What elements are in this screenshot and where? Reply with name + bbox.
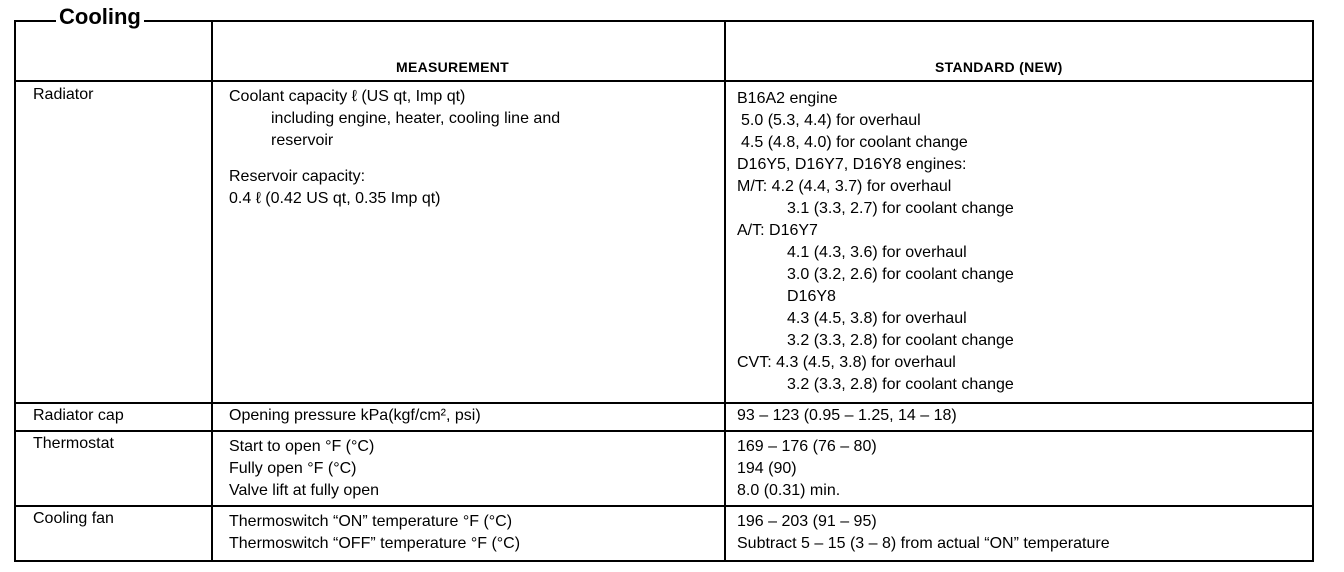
item-cooling-fan: Cooling fan <box>33 510 114 527</box>
radiator-measurement <box>229 86 560 210</box>
thermostat-measurement <box>229 436 379 502</box>
item-radiator: Radiator <box>33 86 94 103</box>
row-divider <box>14 402 1314 404</box>
text-line: M/T: 4.2 (4.4, 3.7) for overhaul <box>737 178 952 195</box>
thermostat-standard <box>737 436 877 502</box>
text-line: 169 – 176 (76 – 80) <box>737 438 877 455</box>
column-divider <box>724 20 726 562</box>
spacer <box>229 152 560 166</box>
text-line: 4.3 (4.5, 3.8) for overhaul <box>787 310 967 327</box>
section-title: Cooling <box>56 2 144 32</box>
text-line: 8.0 (0.31) min. <box>737 482 841 499</box>
item-radiator-cap: Radiator cap <box>33 407 124 424</box>
radiator-cap-measurement <box>229 405 481 427</box>
text-line: 196 – 203 (91 – 95) <box>737 513 877 530</box>
cooling-fan-measurement <box>229 511 520 555</box>
column-divider <box>211 20 213 562</box>
text-line: Opening pressure kPa(kgf/cm², psi) <box>229 407 481 424</box>
text-line: D16Y8 <box>787 288 836 305</box>
text-line: Fully open °F (°C) <box>229 460 357 477</box>
text-line: 5.0 (5.3, 4.4) for overhaul <box>741 112 921 129</box>
text-line: Valve lift at fully open <box>229 482 380 499</box>
row-divider <box>14 80 1314 82</box>
text-line: Thermoswitch “ON” temperature °F (°C) <box>229 513 513 530</box>
text-line: Subtract 5 – 15 (3 – 8) from actual “ON” temperature <box>737 535 1110 552</box>
cooling-fan-standard <box>737 511 1110 555</box>
text-line: 3.1 (3.3, 2.7) for coolant change <box>787 200 1014 217</box>
text-line: CVT: 4.3 (4.5, 3.8) for overhaul <box>737 354 956 371</box>
radiator-standard <box>737 88 1014 396</box>
text-line: including engine, heater, cooling line and <box>271 110 561 127</box>
spec-table <box>14 20 1314 562</box>
text-line: A/T: D16Y7 <box>737 222 818 239</box>
item-thermostat: Thermostat <box>33 435 114 452</box>
radiator-cap-standard <box>737 405 957 427</box>
text-line: 0.4 ℓ (0.42 US qt, 0.35 Imp qt) <box>229 190 441 207</box>
text-line: B16A2 engine <box>737 90 838 107</box>
text-line: Reservoir capacity: <box>229 168 366 185</box>
text-line: 4.1 (4.3, 3.6) for overhaul <box>787 244 967 261</box>
text-line: D16Y5, D16Y7, D16Y8 engines: <box>737 156 967 173</box>
text-line: 93 – 123 (0.95 – 1.25, 14 – 18) <box>737 407 957 424</box>
text-line: Coolant capacity ℓ (US qt, Imp qt) <box>229 88 466 105</box>
row-divider <box>14 430 1314 432</box>
text-line: 3.2 (3.3, 2.8) for coolant change <box>787 332 1014 349</box>
text-line: 3.2 (3.3, 2.8) for coolant change <box>787 376 1014 393</box>
row-divider <box>14 505 1314 507</box>
text-line: Thermoswitch “OFF” temperature °F (°C) <box>229 535 521 552</box>
text-line: 3.0 (3.2, 2.6) for coolant change <box>787 266 1014 283</box>
text-line: reservoir <box>271 132 334 149</box>
text-line: Start to open °F (°C) <box>229 438 375 455</box>
header-standard: STANDARD (NEW) <box>935 59 1063 75</box>
header-measurement: MEASUREMENT <box>396 59 509 75</box>
text-line: 194 (90) <box>737 460 797 477</box>
text-line: 4.5 (4.8, 4.0) for coolant change <box>741 134 968 151</box>
